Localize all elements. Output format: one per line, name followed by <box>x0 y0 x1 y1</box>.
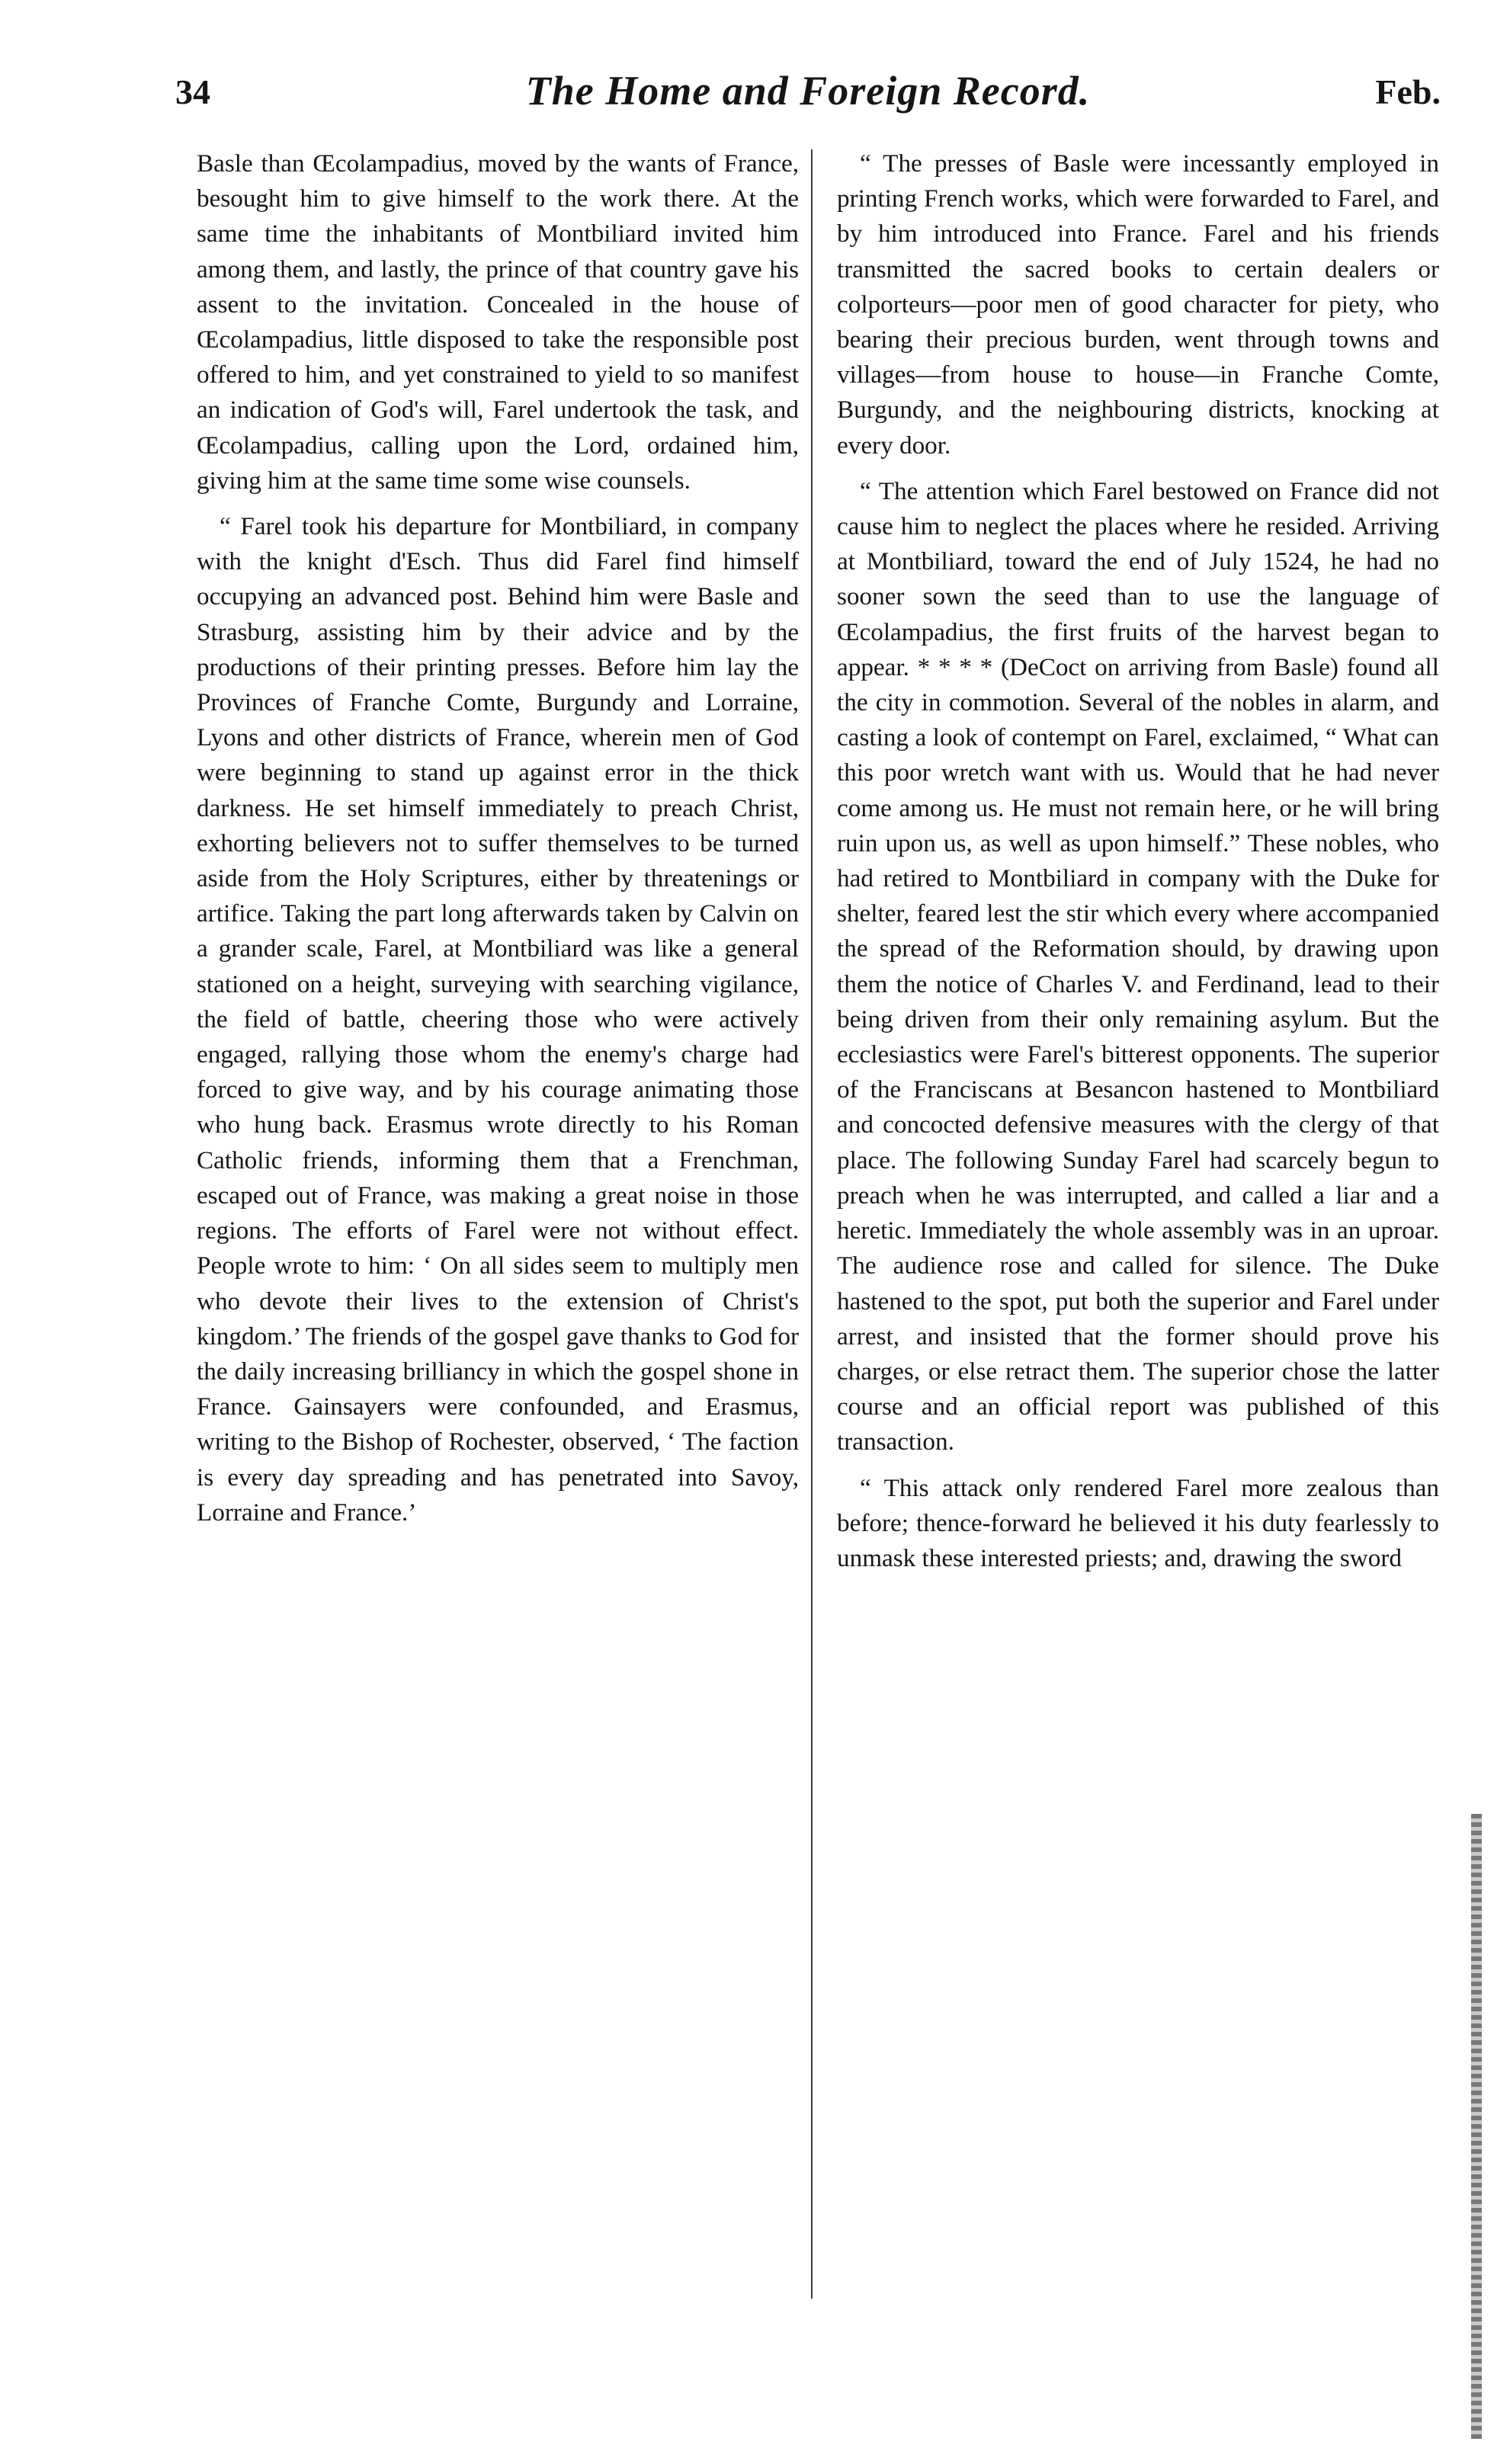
right-column <box>837 146 1439 1576</box>
paragraph: “ The attention which Farel bestowed on France did not cause him to neglect the places where he resided. Arriving at Montbiliard, toward the end of July 1524, he had no sooner sown the seed than to use the language of Œcolampadius, the first fruits of the harvest began to appear. * * * * (DeCoct on arriving from Basle) found all the city in commotion. Several of the nobles in alarm, and casting a look of contempt on Farel, exclaimed, “ What can this poor wretch want with us. Would that he had never come among us. He must not remain here, or he will bring ruin upon us, as well as upon himself.” These nobles, who had retired to Montbiliard in company with the Duke for shelter, feared lest the stir which every where accompanied the spread of the Reformation should, by drawing upon them the notice of Charles V. and Ferdinand, lead to their being driven from their only remaining asylum. But the ecclesiastics were Farel's bitterest opponents. The superior of the Franciscans at Besancon hastened to Montbiliard and concocted defensive measures with the clergy of that place. The following Sunday Farel had scarcely begun to preach when he was interrupted, and called a liar and a heretic. Immediately the whole assembly was in an uproar. The audience rose and called for silence. The Duke hastened to the spot, put both the superior and Farel under arrest, and insisted that the former should prove his charges, or else retract them. The superior chose the latter course and an official report was published of this transaction. <box>837 476 1439 1456</box>
paragraph: Basle than Œcolampadius, moved by the wants of France, besought him to give himself to the work there. At the same time the inhabitants of Montbiliard invited him among them, and lastly, the prince of that country gave his assent to the invitation. Concealed in the house of Œcolampadius, little disposed to take the responsible post offered to him, and yet constrained to yield to so manifest an indication of God's will, Farel undertook the task, and Œcolampadius, calling upon the Lord, ordained him, giving him at the same time some wise counsels. <box>197 149 799 495</box>
journal-title: The Home and Foreign Record. <box>525 68 1091 114</box>
left-column <box>197 146 799 1530</box>
issue-month: Feb. <box>1375 72 1441 111</box>
paragraph: “ Farel took his departure for Montbiliard, in company with the knight d'Esch. Thus did Farel find himself occupying an advanced post. Behind him were Basle and Strasburg, assisting him by their advice and by the productions of their printing presses. Before him lay the Provinces of Franche Comte, Burgundy and Lorraine, Lyons and other districts of France, wherein men of God were beginning to stand up against error in the thick darkness. He set himself immediately to preach Christ, exhorting believers not to suffer themselves to be turned aside from the Holy Scriptures, either by threatenings or artifice. Taking the part long afterwards taken by Calvin on a grander scale, Farel, at Montbiliard was like a general stationed on a height, surveying with searching vigilance, the field of battle, cheering those who were actively engaged, rallying those whom the enemy's charge had forced to give way, and by his courage animating those who hung back. Erasmus wrote directly to his Roman Catholic friends, informing them that a Frenchman, escaped out of France, was making a great noise in those regions. The efforts of Farel were not without effect. People wrote to him: ‘ On all sides seem to multiply men who devote their lives to the extension of Christ's kingdom.’ The friends of the gospel gave thanks to God for the daily increasing brilliancy in which the gospel shone in France. Gainsayers were confounded, and Erasmus, writing to the Bishop of Rochester, observed, ‘ The faction is every day spreading and has penetrated into Savoy, Lorraine and France.’ <box>197 512 799 1527</box>
column-divider <box>811 149 813 2299</box>
paragraph: “ The presses of Basle were incessantly employed in printing French works, which were forwarded to Farel, and by him introduced into France. Farel and his friends transmitted the sacred books to certain dealers or colporteurs—poor men of good character for piety, who bearing their precious burden, went through towns and villages—from house to house—in Franche Comte, Burgundy, and the neighbouring districts, knocking at every door. <box>837 149 1439 460</box>
page-edge-mark <box>1471 1814 1482 2439</box>
running-header <box>175 67 1441 128</box>
paragraph: “ This attack only rendered Farel more zealous than before; thence-forward he believed it his duty fearlessly to unmask these interested priests; and, drawing the sword <box>837 1473 1439 1572</box>
page-number: 34 <box>175 72 210 111</box>
